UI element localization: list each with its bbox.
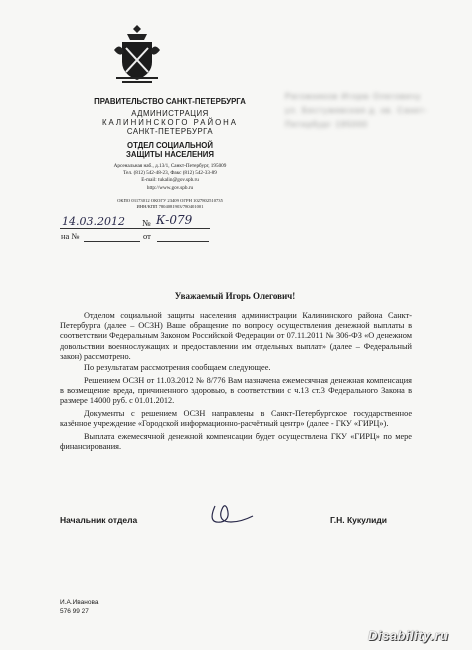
email: E-mail: tukalin@gov.spb.ru (141, 177, 199, 184)
admin-line-1: АДМИНИСТРАЦИЯ (131, 109, 209, 118)
signatory-title: Начальник отдела (60, 515, 138, 525)
number-label: № (142, 218, 151, 228)
reply-from-line (157, 241, 209, 242)
recipient-address-redacted: Рагожников Игорю Олеговичу ул. Бестужевская д. кв. Санкт-Петербург 195000 (285, 92, 429, 129)
registry-codes-2: ИНН/КПП 7804081903/780401001 (136, 204, 204, 210)
department-line-2: ЗАЩИТЫ НАСЕЛЕНИЯ (125, 150, 215, 159)
salutation: Уважаемый Игорь Олегович! (174, 291, 296, 301)
website: http://www.gov.spb.ru (146, 184, 194, 191)
executor-phone: 576 99 27 (60, 608, 89, 615)
signatory-name: Г.Н. Кукулиди (330, 515, 388, 525)
government-title: ПРАВИТЕЛЬСТВО САНКТ-ПЕТЕРБУРГА (94, 97, 246, 106)
letter-date: 14.03.2012 (62, 215, 125, 228)
handwritten-signature (205, 500, 255, 530)
paragraph-decision: Решением ОСЗН от 11.03.2012 № 8/776 Вам назначена ежемесячная денежная компенсация в возмещение вреда, причиненного здоровью, в соответствии с ч.13 ст.3 Федерального Закона в размере 14000 руб. с 01.01.2012. (60, 376, 412, 406)
coat-of-arms-icon (112, 22, 162, 88)
reference-date-underline (60, 228, 210, 229)
address: Арсенальная наб., д.13/1, Санкт-Петербург, 195009 (113, 163, 227, 169)
reply-from-label: от (143, 231, 151, 241)
paragraph-documents: Документы с решением ОСЗН направлены в Санкт-Петербургское государственное казённое учреждение «Городской информационно-расчётный центр» (далее - ГКУ «ГИРЦ»). (60, 409, 412, 429)
paragraph-results: По результатам рассмотрения сообщаем следующее. (84, 363, 271, 372)
paragraph-payment: Выплата ежемесячной денежной компенсации будет осуществлена ГКУ «ГИРЦ» по мере финансирования. (60, 432, 412, 452)
letter-number: К-079 (156, 213, 193, 227)
reply-number-line (84, 241, 140, 242)
paragraph-intro: Отделом социальной защиты населения администрации Калининского района Санкт-Петербурга (далее – ОСЗН) Ваше обращение по вопросу осуществления денежной выплаты в соответствии Федеральным Законом Российской Федерации от 07.11.2011 № 306-ФЗ «О денежном довольствии военнослужащих и предоставлении им отдельных выплат» (далее – Федеральный закон) рассмотрено. (60, 311, 412, 361)
admin-line-3: САНКТ-ПЕТЕРБУРГА (126, 127, 214, 136)
watermark: Disability.ru (368, 628, 449, 643)
executor-name: И.А.Иванова (60, 599, 99, 606)
phone-fax: Тел. (812) 542-48-23, Факс (812) 542-33-89 (123, 170, 217, 177)
reply-number-label: на № (61, 231, 80, 241)
registry-codes-1: ОКПО 03173012 ОКОГУ 23409 ОГРН 1027802510735 (117, 198, 223, 203)
department-line-1: ОТДЕЛ СОЦИАЛЬНОЙ (127, 141, 213, 150)
admin-line-2: КАЛИНИНСКОГО РАЙОНА (101, 118, 239, 127)
